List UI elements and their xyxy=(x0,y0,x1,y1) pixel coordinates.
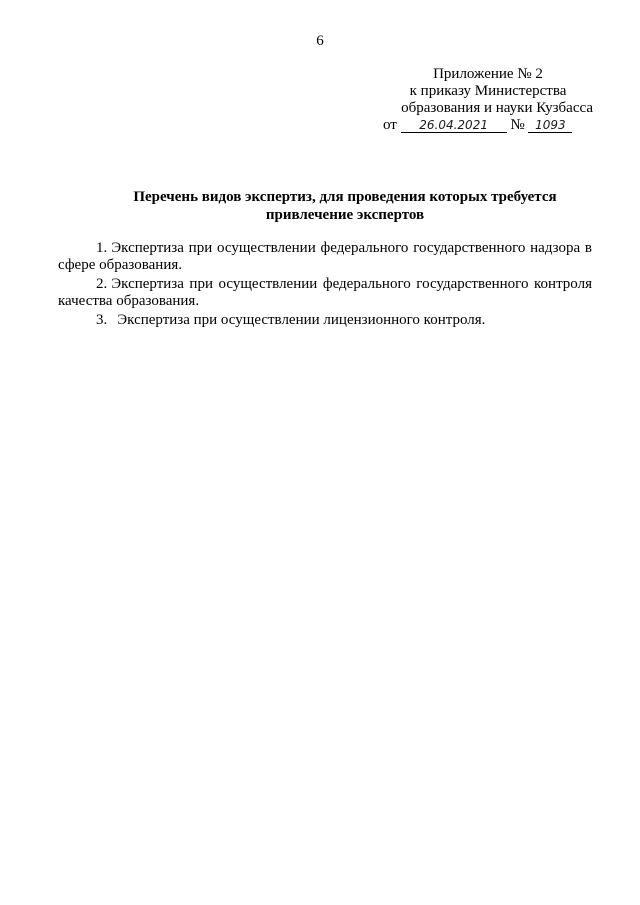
list-item-number: 1. xyxy=(96,240,108,256)
expertise-list xyxy=(58,240,592,331)
appendix-order-ref: к приказу Министерства xyxy=(409,83,567,99)
appendix-date-number-line xyxy=(383,117,593,134)
appendix-ministry: образования и науки Кузбасса xyxy=(401,100,593,116)
list-item xyxy=(58,240,592,274)
title-line-1: Перечень видов экспертиз, для проведения которых требуется xyxy=(133,189,557,205)
title-line-2: привлечение экспертов xyxy=(265,207,425,223)
list-item-text: Экспертиза при осуществлении федерального государственного надзора в сфере образования. xyxy=(58,240,592,273)
from-label: от xyxy=(383,117,397,133)
list-item-text: Экспертиза при осуществлении лицензионного контроля. xyxy=(117,312,486,328)
list-item-number: 3. xyxy=(96,312,108,328)
page-number: 6 xyxy=(316,33,324,49)
appendix-block xyxy=(383,66,593,134)
handwritten-number: 1093 xyxy=(528,118,572,133)
list-item xyxy=(58,312,592,329)
list-item-number: 2. xyxy=(96,276,108,292)
document-title xyxy=(100,188,590,224)
list-item xyxy=(58,276,592,310)
number-label: № xyxy=(510,117,525,133)
list-item-text: Экспертиза при осуществлении федерального государственного контроля качества образования. xyxy=(58,276,592,309)
handwritten-date: 26.04.2021 xyxy=(401,118,507,133)
appendix-title: Приложение № 2 xyxy=(433,66,543,82)
